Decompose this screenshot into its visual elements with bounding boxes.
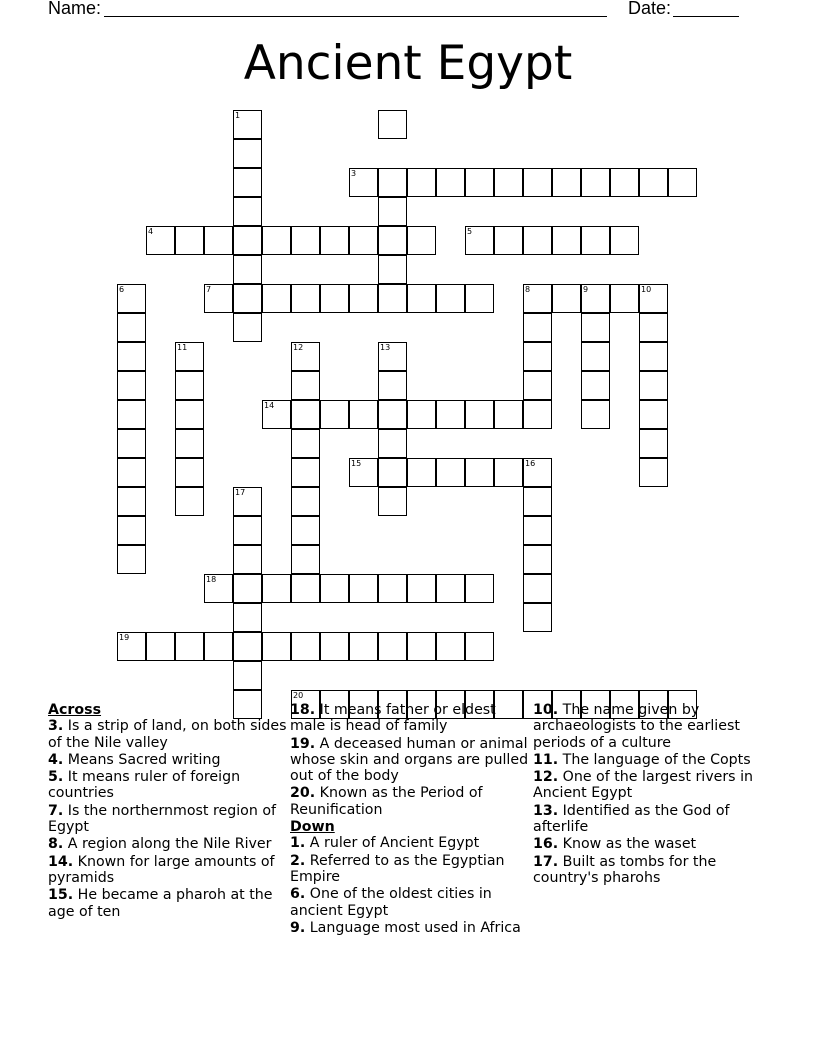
crossword-cell[interactable] [465,284,494,313]
clue-text: Is the northernmost region of Egypt [48,802,277,836]
crossword-cell[interactable] [291,632,320,661]
crossword-cell[interactable] [581,313,610,342]
crossword-cell[interactable] [436,168,465,197]
crossword-cell[interactable] [349,632,378,661]
clue-number: 3. [48,718,64,735]
crossword-cell[interactable] [291,574,320,603]
crossword-cell[interactable] [117,458,146,487]
crossword-cell[interactable] [552,168,581,197]
crossword-cell[interactable] [639,342,668,371]
crossword-cell[interactable] [349,168,378,197]
clue-item [290,736,530,785]
clue-text: One of the oldest cities in ancient Egypt [290,886,492,919]
crossword-cell[interactable] [262,632,291,661]
across-clue-list [48,718,288,920]
clue-text: Language most used in Africa [309,919,521,936]
crossword-cell[interactable] [291,487,320,516]
crossword-cell[interactable] [117,429,146,458]
page-title: Ancient Egypt [243,36,573,91]
crossword-cell[interactable] [233,661,262,690]
clue-text: He became a pharoh at the age of ten [48,887,273,920]
crossword-cell[interactable] [465,574,494,603]
clue-number: 4 [148,227,154,236]
crossword-cell[interactable] [233,197,262,226]
crossword-cell[interactable] [233,603,262,632]
crossword-cell[interactable] [117,371,146,400]
crossword-cell[interactable] [320,400,349,429]
crossword-cell[interactable] [320,226,349,255]
clue-number: 14. [48,853,74,870]
crossword-cell[interactable] [117,400,146,429]
crossword-cell[interactable] [494,458,523,487]
clue-item [48,752,288,768]
clue-number: 11 [177,343,188,352]
crossword-cell[interactable] [117,487,146,516]
crossword-cell[interactable] [407,574,436,603]
crossword-cell[interactable] [639,371,668,400]
crossword-cell[interactable] [465,168,494,197]
crossword-cell[interactable] [320,284,349,313]
clue-item [48,718,288,751]
clue-number: 6 [119,285,125,294]
crossword-cell[interactable] [291,371,320,400]
clue-item [48,769,288,802]
clue-number: 10 [641,285,652,294]
clue-number: 10. [533,702,559,718]
clue-item [48,854,288,887]
crossword-cell[interactable] [175,429,204,458]
crossword-cell[interactable] [465,226,494,255]
crossword-cell[interactable] [523,516,552,545]
clue-number: 19 [119,633,130,642]
crossword-cell[interactable] [175,458,204,487]
clue-number: 14 [264,401,275,410]
clue-number: 17. [533,853,559,870]
clue-number: 12 [293,343,304,352]
clue-text: A deceased human or animal whose skin and organs are pulled out of the body [290,735,529,785]
clue-item [290,835,530,851]
crossword-cell[interactable] [291,284,320,313]
crossword-cell[interactable] [233,632,262,661]
crossword-cell[interactable] [175,342,204,371]
clue-item [290,785,530,818]
crossword-cell[interactable] [639,429,668,458]
crossword-cell[interactable] [552,284,581,313]
crossword-cell[interactable] [523,545,552,574]
crossword-cell[interactable] [407,632,436,661]
crossword-cell[interactable] [378,255,407,284]
crossword-cell[interactable] [233,516,262,545]
clue-item [533,803,773,836]
clue-item [533,702,773,751]
crossword-cell[interactable] [117,313,146,342]
crossword-cell[interactable] [117,342,146,371]
crossword-cell[interactable] [523,313,552,342]
down-clue-list [290,835,530,936]
crossword-cell[interactable] [378,284,407,313]
crossword-cell[interactable] [378,371,407,400]
clue-item [533,836,773,852]
crossword-cell[interactable] [175,400,204,429]
crossword-cell[interactable] [581,284,610,313]
clue-number: 7. [48,802,64,819]
crossword-cell[interactable] [523,574,552,603]
crossword-cell[interactable] [465,400,494,429]
clue-text: The name given by archaeologists to the earliest periods of a culture [533,702,740,751]
clue-number: 13. [533,802,559,819]
crossword-cell[interactable] [523,342,552,371]
crossword-cell[interactable] [523,487,552,516]
clue-text: Referred to as the Egyptian Empire [290,852,505,885]
clue-item [48,836,288,852]
crossword-cell[interactable] [494,226,523,255]
crossword-cell[interactable] [262,574,291,603]
crossword-cell[interactable] [610,226,639,255]
clue-text: Built as tombs for the country's pharohs [533,853,717,886]
crossword-cell[interactable] [639,168,668,197]
crossword-cell[interactable] [378,342,407,371]
crossword-cell[interactable] [262,400,291,429]
clue-text: Identified as the God of afterlife [533,802,730,836]
crossword-cell[interactable] [378,197,407,226]
crossword-cell[interactable] [349,226,378,255]
clue-text: It means ruler of foreign countries [48,769,241,802]
crossword-cell[interactable] [262,284,291,313]
clue-number: 17 [235,488,246,497]
crossword-cell[interactable] [291,226,320,255]
clue-item [290,920,530,936]
crossword-cell[interactable] [523,603,552,632]
crossword-cell[interactable] [523,400,552,429]
crossword-cell[interactable] [233,255,262,284]
crossword-cell[interactable] [378,458,407,487]
crossword-cell[interactable] [552,226,581,255]
crossword-cell[interactable] [117,516,146,545]
name-label: Name: [48,0,102,18]
crossword-cell[interactable] [436,284,465,313]
crossword-cell[interactable] [407,168,436,197]
clue-text: A ruler of Ancient Egypt [309,835,480,852]
crossword-cell[interactable] [581,226,610,255]
crossword-cell[interactable] [146,226,175,255]
crossword-cell[interactable] [639,284,668,313]
down-heading: Down [290,819,335,836]
clue-text: The language of the Copts [562,751,751,768]
crossword-cell[interactable] [175,371,204,400]
crossword-cell[interactable] [349,284,378,313]
down-clue-list-continued [533,702,773,886]
crossword-cell[interactable] [233,168,262,197]
crossword-cell[interactable] [349,400,378,429]
clue-number: 5. [48,769,64,786]
crossword-cell[interactable] [233,487,262,516]
crossword-cell[interactable] [349,574,378,603]
crossword-cell[interactable] [581,400,610,429]
crossword-cell[interactable] [581,371,610,400]
clues-column-3 [533,702,773,887]
crossword-cell[interactable] [407,458,436,487]
clue-text: Means Sacred writing [67,751,221,768]
crossword-cell[interactable] [233,110,262,139]
clue-item [290,702,530,735]
crossword-cell[interactable] [320,574,349,603]
crossword-cell[interactable] [378,429,407,458]
crossword-cell[interactable] [175,487,204,516]
crossword-cell[interactable] [378,487,407,516]
crossword-cell[interactable] [175,226,204,255]
clue-number: 2. [290,852,306,869]
crossword-cell[interactable] [465,458,494,487]
crossword-cell[interactable] [291,545,320,574]
crossword-cell[interactable] [523,168,552,197]
crossword-cell[interactable] [639,458,668,487]
clue-number: 15. [48,887,74,904]
crossword-cell[interactable] [204,226,233,255]
crossword-cell[interactable] [581,342,610,371]
crossword-cell[interactable] [291,516,320,545]
clue-number: 16 [525,459,536,468]
clue-number: 9. [290,919,306,936]
crossword-cell[interactable] [233,284,262,313]
clue-number: 18. [290,702,316,718]
crossword-cell[interactable] [436,458,465,487]
clue-item [48,887,288,920]
crossword-cell[interactable] [610,168,639,197]
crossword-cell[interactable] [668,168,697,197]
crossword-cell[interactable] [378,110,407,139]
clues-column-1 [48,702,288,921]
crossword-cell[interactable] [378,226,407,255]
clue-text: Is a strip of land, on both sides of the Nile valley [48,718,287,751]
crossword-cell[interactable] [204,632,233,661]
clue-number: 9 [583,285,589,294]
crossword-cell[interactable] [117,632,146,661]
crossword-cell[interactable] [117,545,146,574]
clue-number: 13 [380,343,391,352]
clue-number: 19. [290,735,316,752]
clue-item [290,886,530,919]
crossword-cell[interactable] [291,458,320,487]
clue-item [48,803,288,836]
crossword-cell[interactable] [320,632,349,661]
crossword-cell[interactable] [204,284,233,313]
crossword-cell[interactable] [494,400,523,429]
clue-number: 8 [525,285,531,294]
crossword-cell[interactable] [378,574,407,603]
clue-number: 20 [293,691,304,700]
clue-number: 6. [290,886,306,903]
crossword-cell[interactable] [610,284,639,313]
clue-number: 12. [533,769,559,786]
clue-number: 4. [48,751,64,768]
clue-number: 16. [533,836,559,853]
crossword-cell[interactable] [204,574,233,603]
clue-item [290,853,530,886]
crossword-cell[interactable] [233,545,262,574]
crossword-cell[interactable] [639,313,668,342]
crossword-cell[interactable] [233,574,262,603]
clue-text: It means father or eldest male is head of family [290,702,496,735]
crossword-cell[interactable] [291,400,320,429]
clue-number: 1. [290,835,306,852]
crossword-cell[interactable] [523,284,552,313]
clue-number: 20. [290,785,316,802]
clues-column-2 [290,702,530,937]
date-label: Date: [628,0,672,18]
clue-item [533,769,773,802]
clue-number: 1 [235,111,241,120]
across-heading: Across [48,702,102,718]
crossword-cell[interactable] [378,400,407,429]
clue-item [533,854,773,887]
crossword-cell[interactable] [175,632,204,661]
crossword-cell[interactable] [407,284,436,313]
crossword-cell[interactable] [494,168,523,197]
clue-item [533,752,773,768]
crossword-cell[interactable] [523,371,552,400]
crossword-cell[interactable] [349,458,378,487]
crossword-cell[interactable] [639,400,668,429]
clue-number: 8. [48,836,64,853]
crossword-cell[interactable] [117,284,146,313]
crossword-cell[interactable] [407,400,436,429]
crossword-cell[interactable] [233,139,262,168]
clue-text: One of the largest rivers in Ancient Egypt [533,769,754,802]
crossword-cell[interactable] [146,632,175,661]
clue-number: 7 [206,285,212,294]
crossword-cell[interactable] [262,226,291,255]
crossword-cell[interactable] [436,574,465,603]
crossword-cell[interactable] [436,400,465,429]
crossword-cell[interactable] [233,226,262,255]
crossword-cell[interactable] [436,632,465,661]
clue-text: Know as the waset [562,836,697,853]
crossword-cell[interactable] [233,313,262,342]
crossword-cell[interactable] [291,429,320,458]
crossword-cell[interactable] [407,226,436,255]
across-clue-list-continued [290,702,530,818]
crossword-cell[interactable] [523,226,552,255]
clue-number: 3 [351,169,357,178]
clue-number: 15 [351,459,362,468]
crossword-cell[interactable] [581,168,610,197]
clue-text: Known as the Period of Reunification [290,785,483,818]
clue-number: 11. [533,751,559,768]
crossword-cell[interactable] [378,632,407,661]
clue-text: A region along the Nile River [67,836,272,853]
crossword-cell[interactable] [291,342,320,371]
crossword-cell[interactable] [523,458,552,487]
clue-number: 18 [206,575,217,584]
clue-text: Known for large amounts of pyramids [48,853,275,886]
clue-number: 5 [467,227,473,236]
crossword-cell[interactable] [465,632,494,661]
crossword-cell[interactable] [378,168,407,197]
